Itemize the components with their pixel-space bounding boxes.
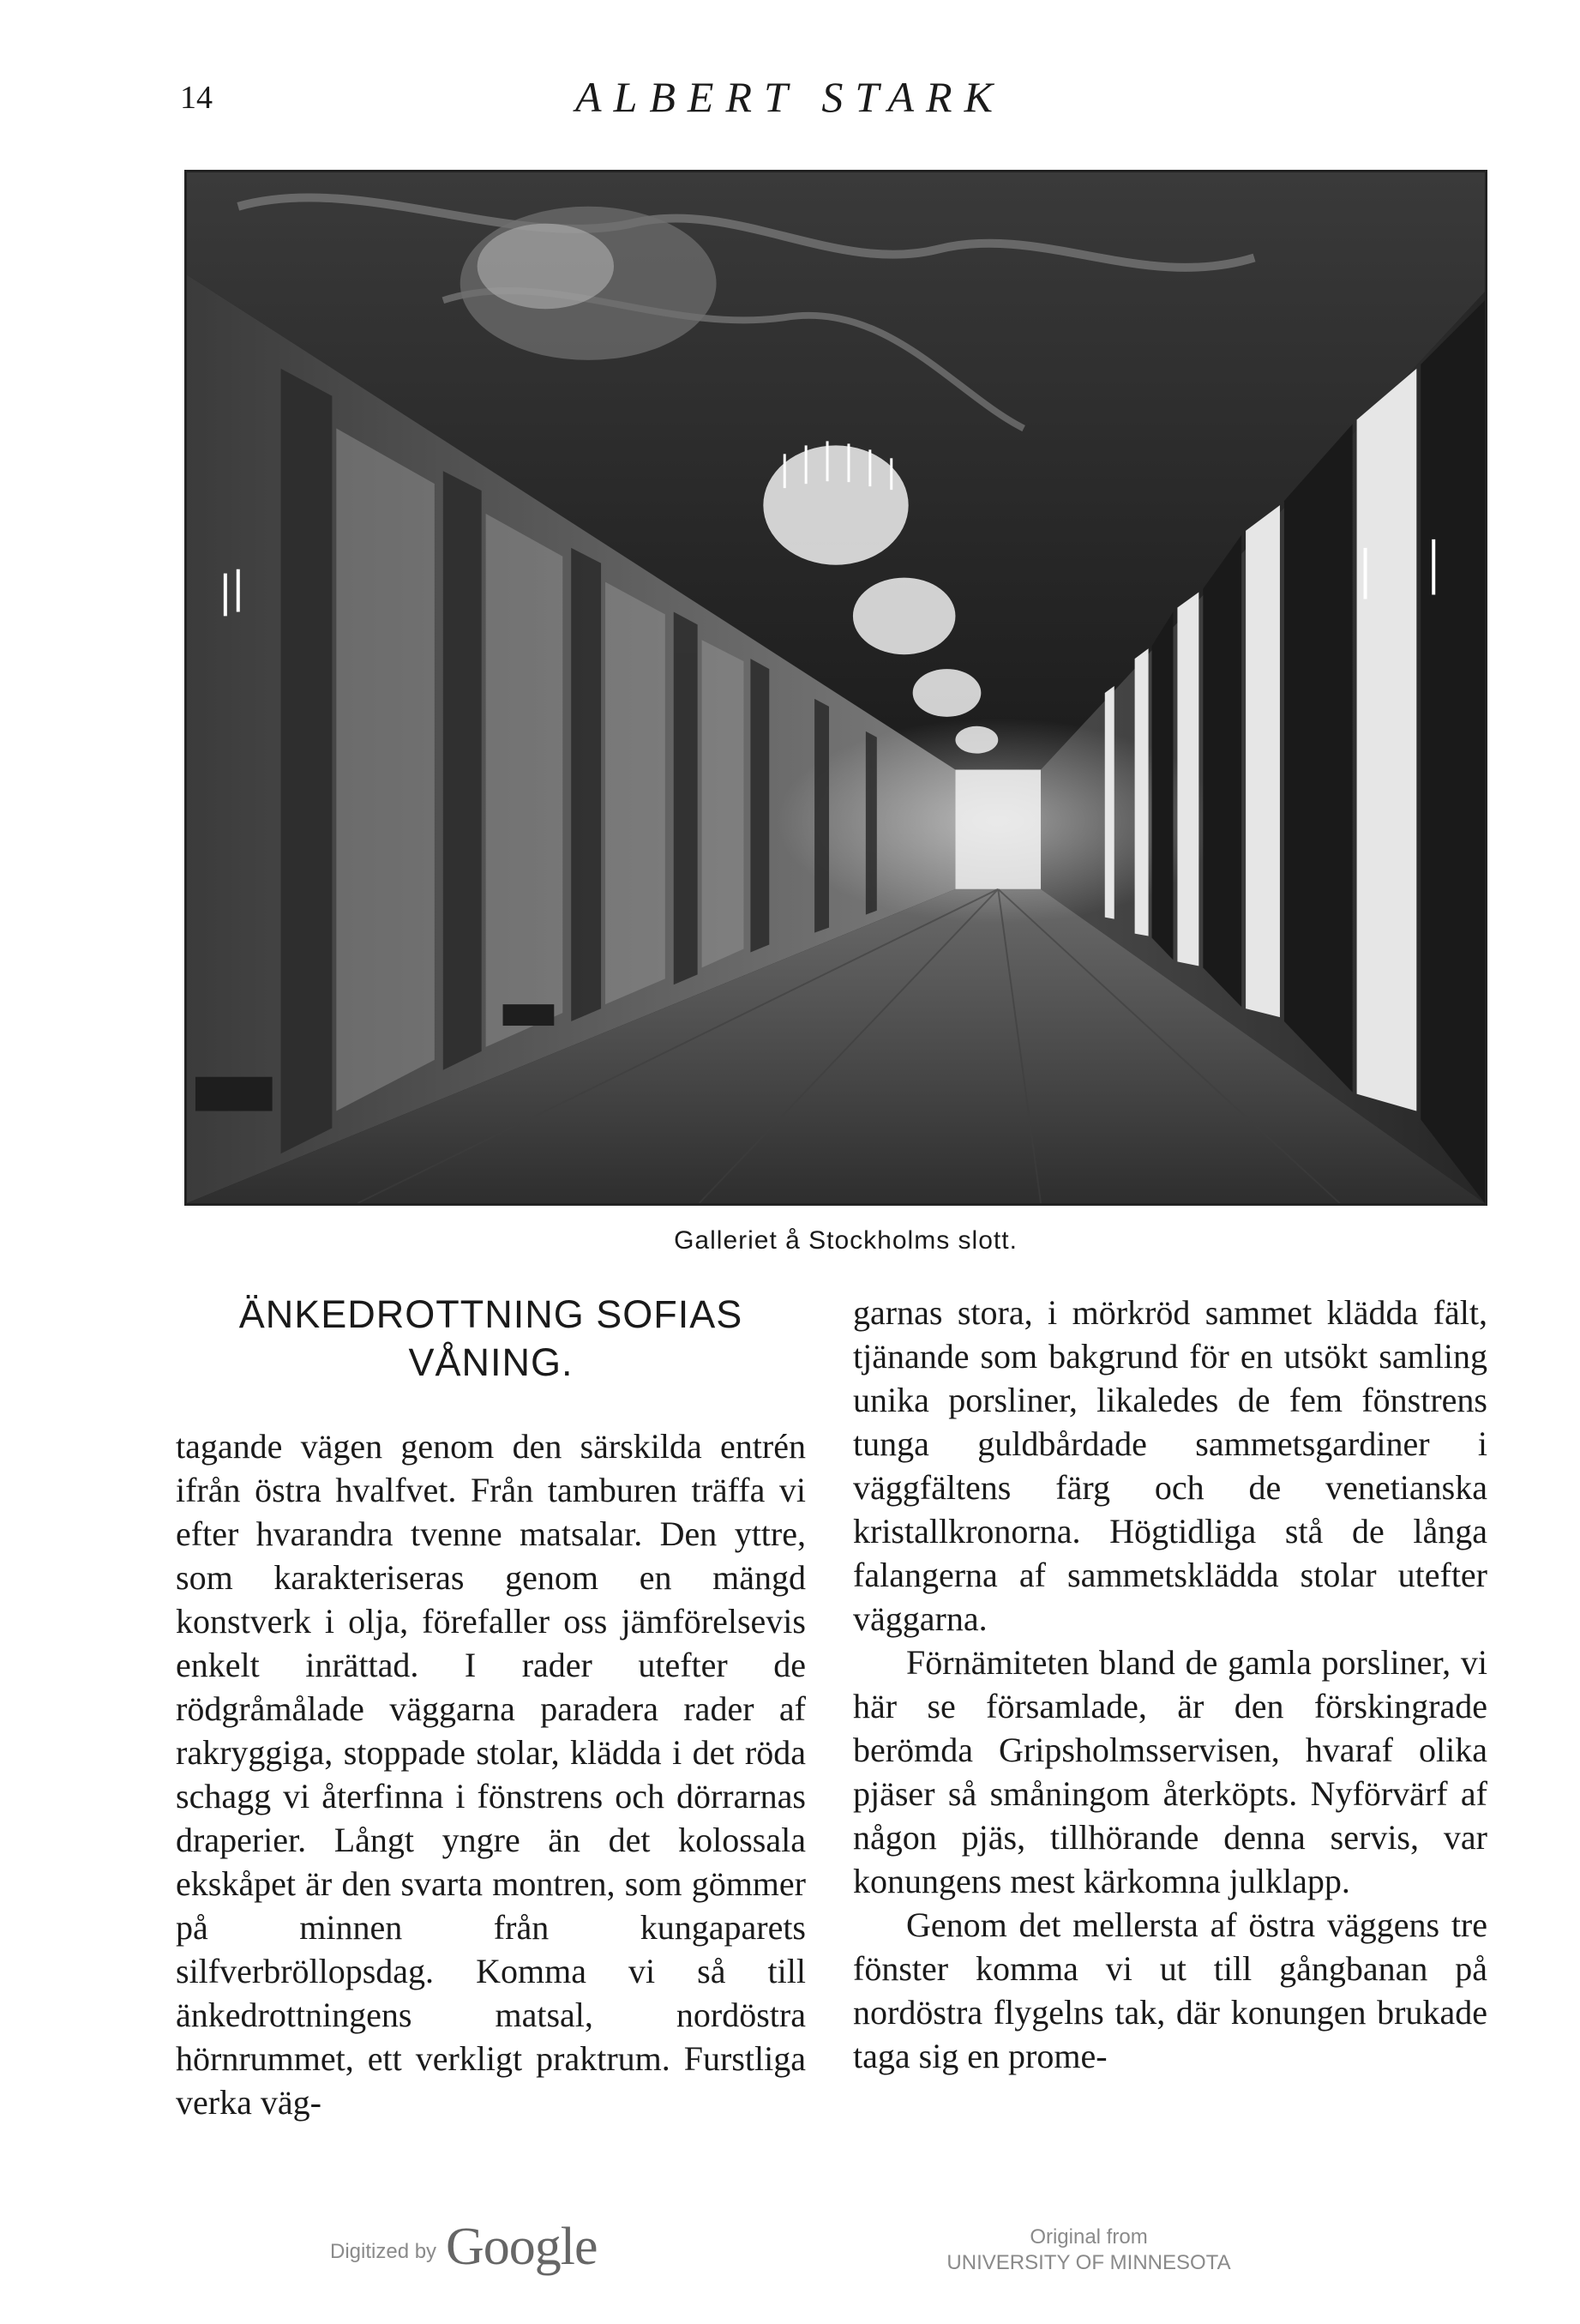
institution-name: UNIVERSITY OF MINNESOTA <box>946 2251 1231 2274</box>
gallery-photograph <box>184 170 1487 1206</box>
original-from-label: Original from <box>1030 2225 1148 2249</box>
running-title: ALBERT STARK <box>575 73 1005 121</box>
photo-caption-text: Galleriet å Stockholms slott. <box>674 1226 1018 1255</box>
right-paragraph-1: garnas stora, i mörkröd sammet klädda fält, tjänande som bakgrund för en utsökt samling unika porsliner, likaledes de fem fönstrens tunga guldbårdade sammetsgardiner i väggfältens färg och de venetianska kristallkronorna. Högtidliga stå de långa falangerna af sammetsklädda stolar utefter väggarna. <box>853 1293 1487 1638</box>
right-text-column <box>853 1291 1487 2078</box>
photo-caption <box>0 1228 1580 1254</box>
gallery-photo-illustration <box>187 172 1485 1203</box>
original-source-note <box>943 2225 1235 2276</box>
digitized-by-label: Digitized by <box>330 2240 437 2263</box>
left-text-column <box>176 1291 806 2124</box>
right-paragraph-3: Genom det mellersta af östra väggens tre fönster komma vi ut till gångbanan på nordöstra flygelns tak, där konungen brukade taga sig en prome- <box>853 1906 1487 2075</box>
left-paragraph-1: tagande vägen genom den särskilda entrén ifrån östra hvalfvet. Från tamburen träffa vi efter hvarandra tvenne matsalar. Den yttre, som karakteriseras genom en mängd konstverk i olja, förefaller oss jämförelsevis enkelt inrättad. I rader utefter de rödgråmålade väggarna paradera rader af rakryggiga, stoppade stolar, klädda i det röda schagg vi återfinna i fönstrens och dörrarnas draperier. Långt yngre än det kolossala ekskåpet är den svarta montren, som gömmer på minnen från kungaparets silfverbröllopsdag. Komma vi så till änkedrottningens matsal, nordöstra hörnrummet, ett verkligt praktrum. Furstliga verka väg- <box>176 1427 806 2122</box>
section-heading: ÄNKEDROTTNING SOFIAS VÅNING. <box>238 1292 743 1384</box>
page-number: 14 <box>180 80 213 116</box>
google-logo: Google <box>446 2218 598 2276</box>
right-paragraph-2: Förnämiteten bland de gamla porsliner, vi här se församlade, är den förskingrade berömda Gripsholmsservisen, hvaraf olika pjäser så småningom återköpts. Nyförvärf af någon pjäs, tillhörande denna servis, var konungens mest kärkomna julklapp. <box>853 1643 1487 1900</box>
